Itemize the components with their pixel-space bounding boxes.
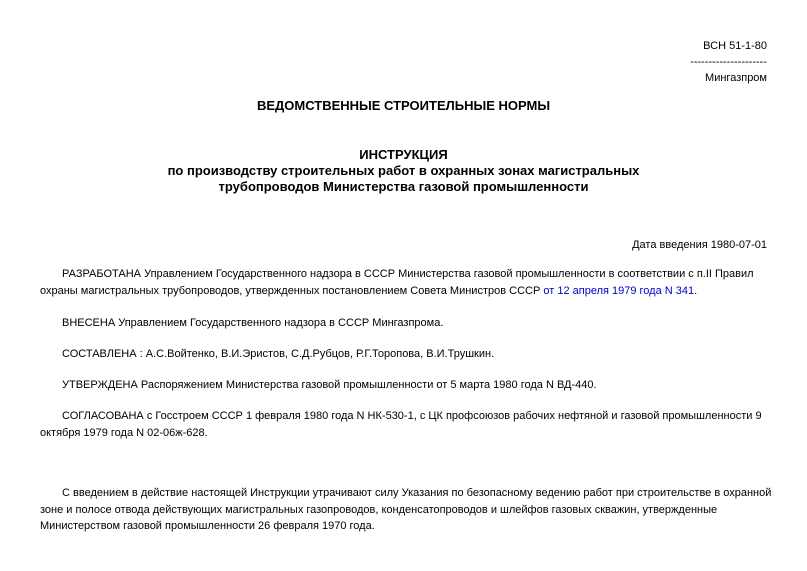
paragraph-submitted xyxy=(40,315,807,332)
agreed-line-2: октября 1979 года N 02-06ж-628. xyxy=(40,426,208,439)
superseded-line-3: Министерством газовой промышленности 26 февраля 1970 года. xyxy=(40,520,375,532)
document-code-block xyxy=(690,38,767,86)
developed-line-2: охраны магистральных трубопроводов, утвержденных постановлением Совета Министров СССР xyxy=(40,284,544,297)
title-line-1: ИНСТРУКЦИЯ xyxy=(359,147,448,162)
agreed-line-1: СОГЛАСОВАНА с Госстроем СССР 1 февраля 1980 года N НК-530-1, с ЦК профсоюзов рабочих нефтяной и газовой промышленности 9 xyxy=(62,410,762,422)
code-separator: --------------------- xyxy=(690,56,767,68)
title-line-2: по производству строительных работ в охранных зонах магистральных xyxy=(167,163,640,178)
paragraph-superseded xyxy=(40,485,807,535)
superseded-line-2: зоне и полосе отвода действующих магистральных газопроводов, конденсатопроводов и шлейфов газовых скважин, утвержденные xyxy=(40,503,718,516)
title-line-3: трубопроводов Министерства газовой промышленности xyxy=(218,179,589,194)
superseded-line-1: С введением в действие настоящей Инструкции утрачивают силу Указания по безопасному ведению работ при строительстве в охранной xyxy=(62,487,772,499)
document-heading: ВЕДОМСТВЕННЫЕ СТРОИТЕЛЬНЫЕ НОРМЫ xyxy=(256,98,551,113)
paragraph-agreed xyxy=(40,408,807,441)
date-introduced: Дата введения 1980-07-01 xyxy=(632,239,767,251)
document-issuer: Мингазпром xyxy=(705,72,767,84)
document-code: ВСН 51-1-80 xyxy=(703,40,767,52)
paragraph-approved xyxy=(40,377,807,394)
document-title xyxy=(0,147,807,195)
approved-text: УТВЕРЖДЕНА Распоряжением Министерства газовой промышленности от 5 марта 1980 года N ВД-440. xyxy=(62,379,597,391)
decree-link[interactable]: от 12 апреля 1979 года N 341 xyxy=(543,284,695,297)
submitted-text: ВНЕСЕНА Управлением Государственного надзора в СССР Мингазпрома. xyxy=(62,317,444,329)
paragraph-developed xyxy=(40,266,807,299)
developed-line-2-end: . xyxy=(694,284,698,297)
paragraph-compiled xyxy=(40,346,807,363)
compiled-text: СОСТАВЛЕНА : А.С.Войтенко, В.И.Эристов, С.Д.Рубцов, Р.Г.Торопова, В.И.Трушкин. xyxy=(62,348,495,360)
developed-line-1: РАЗРАБОТАНА Управлением Государственного надзора в СССР Министерства газовой промышленности в соответствии с п.II Правил xyxy=(62,268,754,280)
